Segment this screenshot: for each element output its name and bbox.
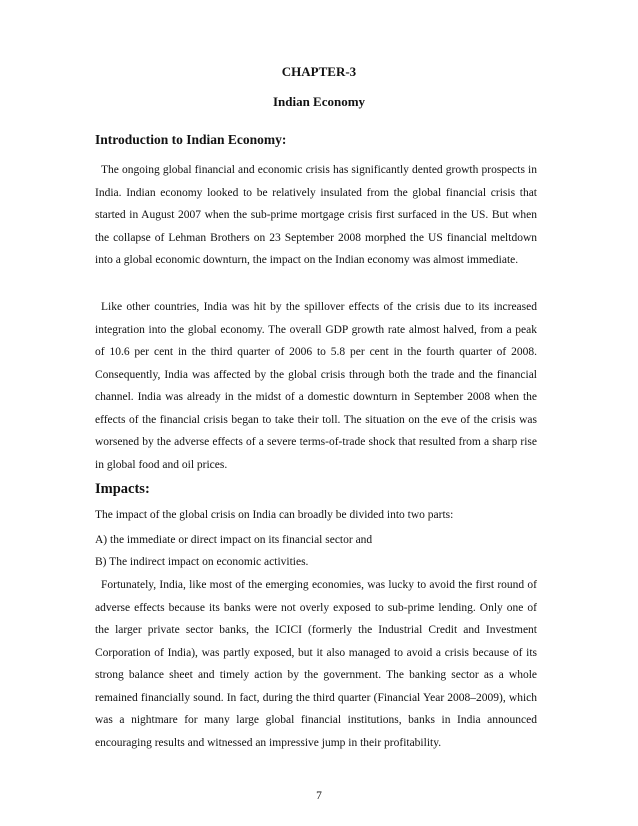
intro-paragraph-1: The ongoing global financial and economic crisis has significantly dented growth prospects in India. Indian economy looked to be relatively insulated from the global financial crisis that started in August 2007 when the sub-prime mortgage crisis first surfaced in the US. But when the collapse of Lehman Brothers on 23 September 2008 morphed the US financial meltdown into a global economic downturn, the impact on the Indian economy was almost immediate. bbox=[95, 164, 537, 266]
impacts-item-b: B) The indirect impact on economic activities. bbox=[95, 556, 309, 568]
impacts-paragraph: Fortunately, India, like most of the emerging economies, was lucky to avoid the first round of adverse effects because its banks were not overly exposed to sub-prime lending. Only one of the larger private sector banks, the ICICI (formerly the Industrial Credit and Investment Corporation of India), was partly exposed, but it also managed to avoid a crisis because of its strong balance sheet and timely action by the government. The banking sector as a whole remained financially sound. In fact, during the third quarter (Financial Year 2008–2009), which was a nightmare for many large global financial institutions, banks in India announced encouraging results and witnessed an impressive jump in their profitability. bbox=[95, 579, 537, 749]
page-number: 7 bbox=[316, 790, 322, 802]
intro-heading: Introduction to Indian Economy: bbox=[95, 132, 287, 147]
intro-paragraph-2: Like other countries, India was hit by the spillover effects of the crisis due to its increased integration into the global economy. The overall GDP growth rate almost halved, from a peak of 10.6 per cent in the third quarter of 2006 to 5.8 per cent in the fourth quarter of 2008. Consequently, India was affected by the global crisis through both the trade and the financial channel. India was already in the midst of a domestic downturn in September 2008 when the effects of the financial crisis began to take their toll. The situation on the eve of the crisis was worsened by the adverse effects of a severe terms-of-trade shock that resulted from a sharp rise in global food and oil prices. bbox=[95, 301, 537, 471]
chapter-title: CHAPTER-3 bbox=[281, 64, 357, 79]
chapter-subtitle: Indian Economy bbox=[272, 94, 366, 109]
impacts-heading: Impacts: bbox=[95, 481, 150, 497]
impacts-item-a: A) the immediate or direct impact on its financial sector and bbox=[95, 534, 373, 546]
impacts-intro-line: The impact of the global crisis on India can broadly be divided into two parts: bbox=[95, 509, 454, 521]
